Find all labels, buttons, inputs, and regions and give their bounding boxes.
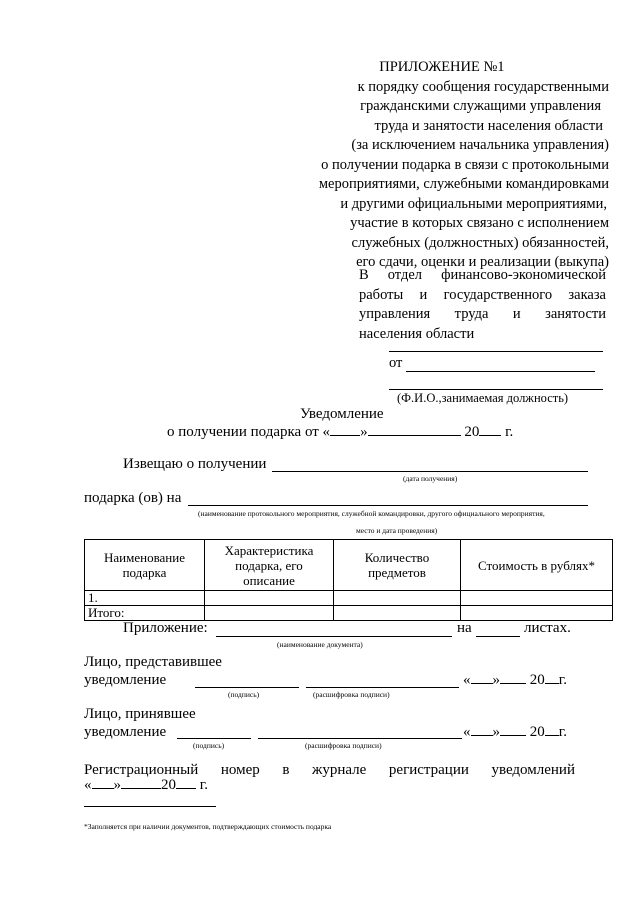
attachment-sheets-field[interactable] xyxy=(476,636,520,637)
receiver-signature-field[interactable] xyxy=(177,738,251,739)
receiver-month-field[interactable] xyxy=(500,735,526,736)
table-cell[interactable] xyxy=(334,606,461,621)
presenter-decode-field[interactable] xyxy=(306,687,459,688)
addressee-line: работы и государственного заказа xyxy=(359,286,606,303)
presenter-month-field[interactable] xyxy=(500,683,526,684)
presenter-year-field[interactable] xyxy=(545,683,559,684)
receiver-decode-caption: (расшифровка подписи) xyxy=(305,741,382,750)
table-cell[interactable]: 1. xyxy=(85,591,205,606)
footnote: *Заполняется при наличии документов, подтверждающих стоимость подарка xyxy=(84,822,332,831)
header-line: (за исключением начальника управления) xyxy=(351,137,609,153)
table-cell[interactable] xyxy=(334,591,461,606)
registration-line: Регистрационный номер в журнале регистрации уведомлений xyxy=(84,762,575,778)
registration-year-field[interactable] xyxy=(176,788,196,789)
attachment-doc-field[interactable] xyxy=(216,636,452,637)
header-line: труда и занятости населения области xyxy=(374,117,603,134)
header-line: служебных (должностных) обязанностей, xyxy=(351,234,609,251)
sender-line-2[interactable] xyxy=(406,371,595,372)
table-cell[interactable]: Итого: xyxy=(85,606,205,621)
sender-line-1[interactable] xyxy=(389,351,603,352)
receiver-label: Лицо, принявшее xyxy=(84,706,196,722)
header-line: мероприятиями, служебными командировками xyxy=(318,176,609,192)
receipt-date-field[interactable] xyxy=(272,471,588,472)
table-cell[interactable] xyxy=(205,606,334,621)
event-caption: (наименование протокольного мероприятия, служебной командировки, другого официального мероприятия, xyxy=(198,509,545,518)
notice-title: Уведомление xyxy=(300,406,384,422)
gift-label: подарка (ов) на xyxy=(84,490,182,506)
receiver-sign-caption: (подпись) xyxy=(193,741,225,750)
header-line: к порядку сообщения государственными xyxy=(357,78,609,95)
header-line: и другими официальными мероприятиями, xyxy=(340,195,607,212)
presenter-label-2: уведомление xyxy=(84,672,167,688)
header-line: гражданскими служащими управления xyxy=(360,98,601,114)
event-field[interactable] xyxy=(188,505,588,506)
receiver-label-2: уведомление xyxy=(84,724,167,740)
presenter-day-field[interactable] xyxy=(471,683,493,684)
event-caption-2: место и дата проведения) xyxy=(356,526,438,535)
attachment-caption: (наименование документа) xyxy=(277,640,363,649)
presenter-sign-caption: (подпись) xyxy=(228,690,260,699)
appendix-title: ПРИЛОЖЕНИЕ №1 xyxy=(379,59,505,75)
month-field[interactable] xyxy=(368,435,461,436)
header-line: о получении подарка в связи с протокольными xyxy=(321,156,609,173)
attachment-label: Приложение: xyxy=(123,620,208,636)
table-cell[interactable] xyxy=(205,591,334,606)
receipt-date-caption: (дата получения) xyxy=(403,474,458,483)
col-header-description: Характеристика подарка, его описание xyxy=(205,540,334,591)
table-header-row xyxy=(85,540,613,591)
receiver-decode-field[interactable] xyxy=(258,738,462,739)
registration-month-field[interactable] xyxy=(121,788,161,789)
receiver-day-field[interactable] xyxy=(471,735,493,736)
table-row xyxy=(85,591,613,606)
addressee-block xyxy=(359,266,606,344)
col-header-cost: Стоимость в рублях* xyxy=(461,540,613,591)
presenter-signature-field[interactable] xyxy=(195,687,299,688)
table-cell[interactable] xyxy=(461,591,613,606)
addressee-line: В отдел финансово-экономической xyxy=(359,267,606,283)
presenter-label: Лицо, представившее xyxy=(84,654,222,670)
year-field[interactable] xyxy=(479,435,501,436)
from-caption: (Ф.И.О.,занимаемая должность) xyxy=(397,391,569,405)
receiver-year-field[interactable] xyxy=(545,735,559,736)
appendix-header xyxy=(319,58,609,273)
header-line: его сдачи, оценки и реализации (выкупа) xyxy=(356,254,609,270)
inform-label: Извещаю о получении xyxy=(123,456,267,472)
attachment-sheets-label: листах. xyxy=(524,620,571,636)
registration-day-field[interactable] xyxy=(92,788,114,789)
col-header-name: Наименование подарка xyxy=(85,540,205,591)
addressee-line: населения области xyxy=(359,325,475,342)
sender-line-3[interactable] xyxy=(389,389,603,390)
presenter-date: « » 20 г. xyxy=(463,672,567,688)
receiver-date: « » 20 г. xyxy=(463,724,567,740)
day-field[interactable] xyxy=(330,435,360,436)
gift-table xyxy=(84,539,613,621)
table-cell[interactable] xyxy=(461,606,613,621)
addressee-line: управления труда и занятости xyxy=(359,306,606,322)
notice-subtitle: о получении подарка от « » 20 г. xyxy=(167,424,514,440)
header-line: участие в которых связано с исполнением xyxy=(350,215,609,231)
attachment-on-label: на xyxy=(457,620,472,636)
from-label: от xyxy=(389,355,403,371)
footnote-divider xyxy=(84,806,216,807)
col-header-quantity: Количество предметов xyxy=(334,540,461,591)
presenter-decode-caption: (расшифровка подписи) xyxy=(313,690,390,699)
table-row xyxy=(85,606,613,621)
registration-date: « » 20 г. xyxy=(84,777,208,793)
